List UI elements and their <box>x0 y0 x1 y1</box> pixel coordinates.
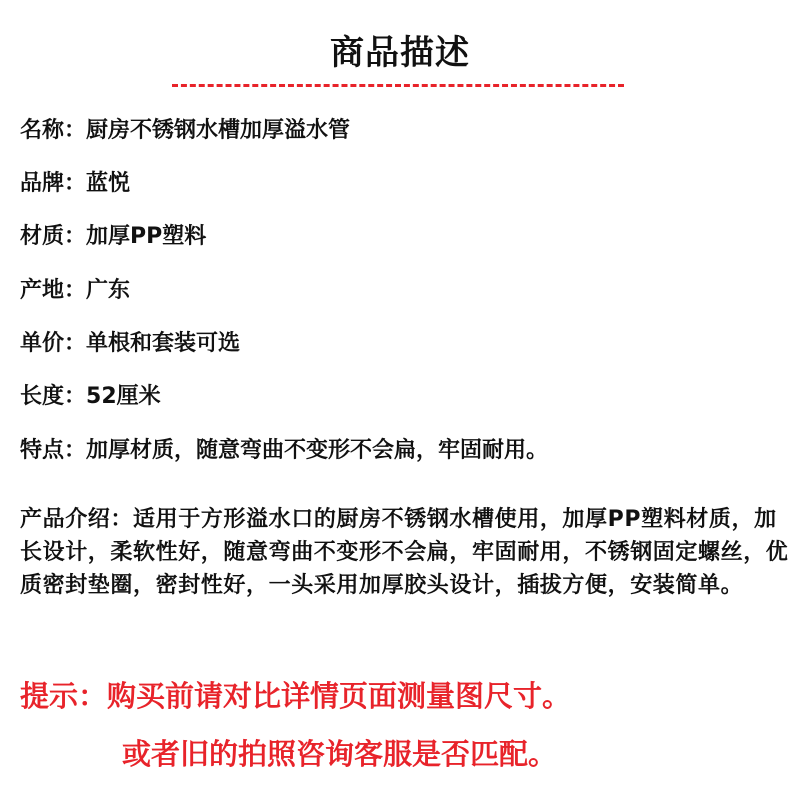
spec-colon: ： <box>64 118 87 143</box>
spec-label: 名称 <box>20 118 65 143</box>
spec-colon: ： <box>64 438 87 463</box>
page-title: 商品描述 <box>330 33 470 73</box>
spec-row-origin <box>20 276 130 306</box>
spec-value: 厨房不锈钢水槽加厚溢水管 <box>86 118 351 143</box>
spec-label: 单价 <box>20 331 65 356</box>
spec-label: 品牌 <box>20 171 65 196</box>
spec-value: 52厘米 <box>86 384 161 409</box>
spec-colon: ： <box>64 278 87 303</box>
tip-line-2: 或者旧的拍照咨询客服是否匹配。 <box>122 737 558 771</box>
spec-value: 加厚PP塑料 <box>86 224 207 249</box>
spec-value: 单根和套装可选 <box>86 331 241 356</box>
spec-colon: ： <box>64 171 87 196</box>
spec-row-name <box>20 116 350 146</box>
spec-label: 产地 <box>20 278 65 303</box>
spec-colon: ： <box>64 384 87 409</box>
spec-value: 广东 <box>86 278 131 303</box>
spec-row-brand <box>20 169 130 199</box>
spec-colon: ： <box>64 331 87 356</box>
tip-line-1: 提示：购买前请对比详情页面测量图尺寸。 <box>20 679 572 713</box>
spec-row-material <box>20 222 206 252</box>
spec-label: 特点 <box>20 438 65 463</box>
spec-colon: ： <box>64 224 87 249</box>
title-divider <box>172 84 624 87</box>
product-intro <box>20 503 795 602</box>
spec-row-price <box>20 329 240 359</box>
spec-value: 蓝悦 <box>86 171 131 196</box>
spec-row-length <box>20 382 161 412</box>
spec-label: 材质 <box>20 224 65 249</box>
spec-row-features <box>20 436 548 466</box>
intro-label: 产品介绍 <box>20 507 111 532</box>
spec-label: 长度 <box>20 384 65 409</box>
spec-value: 加厚材质，随意弯曲不变形不会扁，牢固耐用。 <box>86 438 549 463</box>
intro-colon: ： <box>110 507 134 532</box>
intro-text: 适用于方形溢水口的厨房不锈钢水槽使用，加厚PP塑料材质，加长设计，柔软性好，随意弯曲不变形不会扁，牢固耐用，不锈钢固定螺丝，优质密封垫圈，密封性好，一头采用加厚胶头设计，插拔方便，安装简单。 <box>20 507 789 598</box>
